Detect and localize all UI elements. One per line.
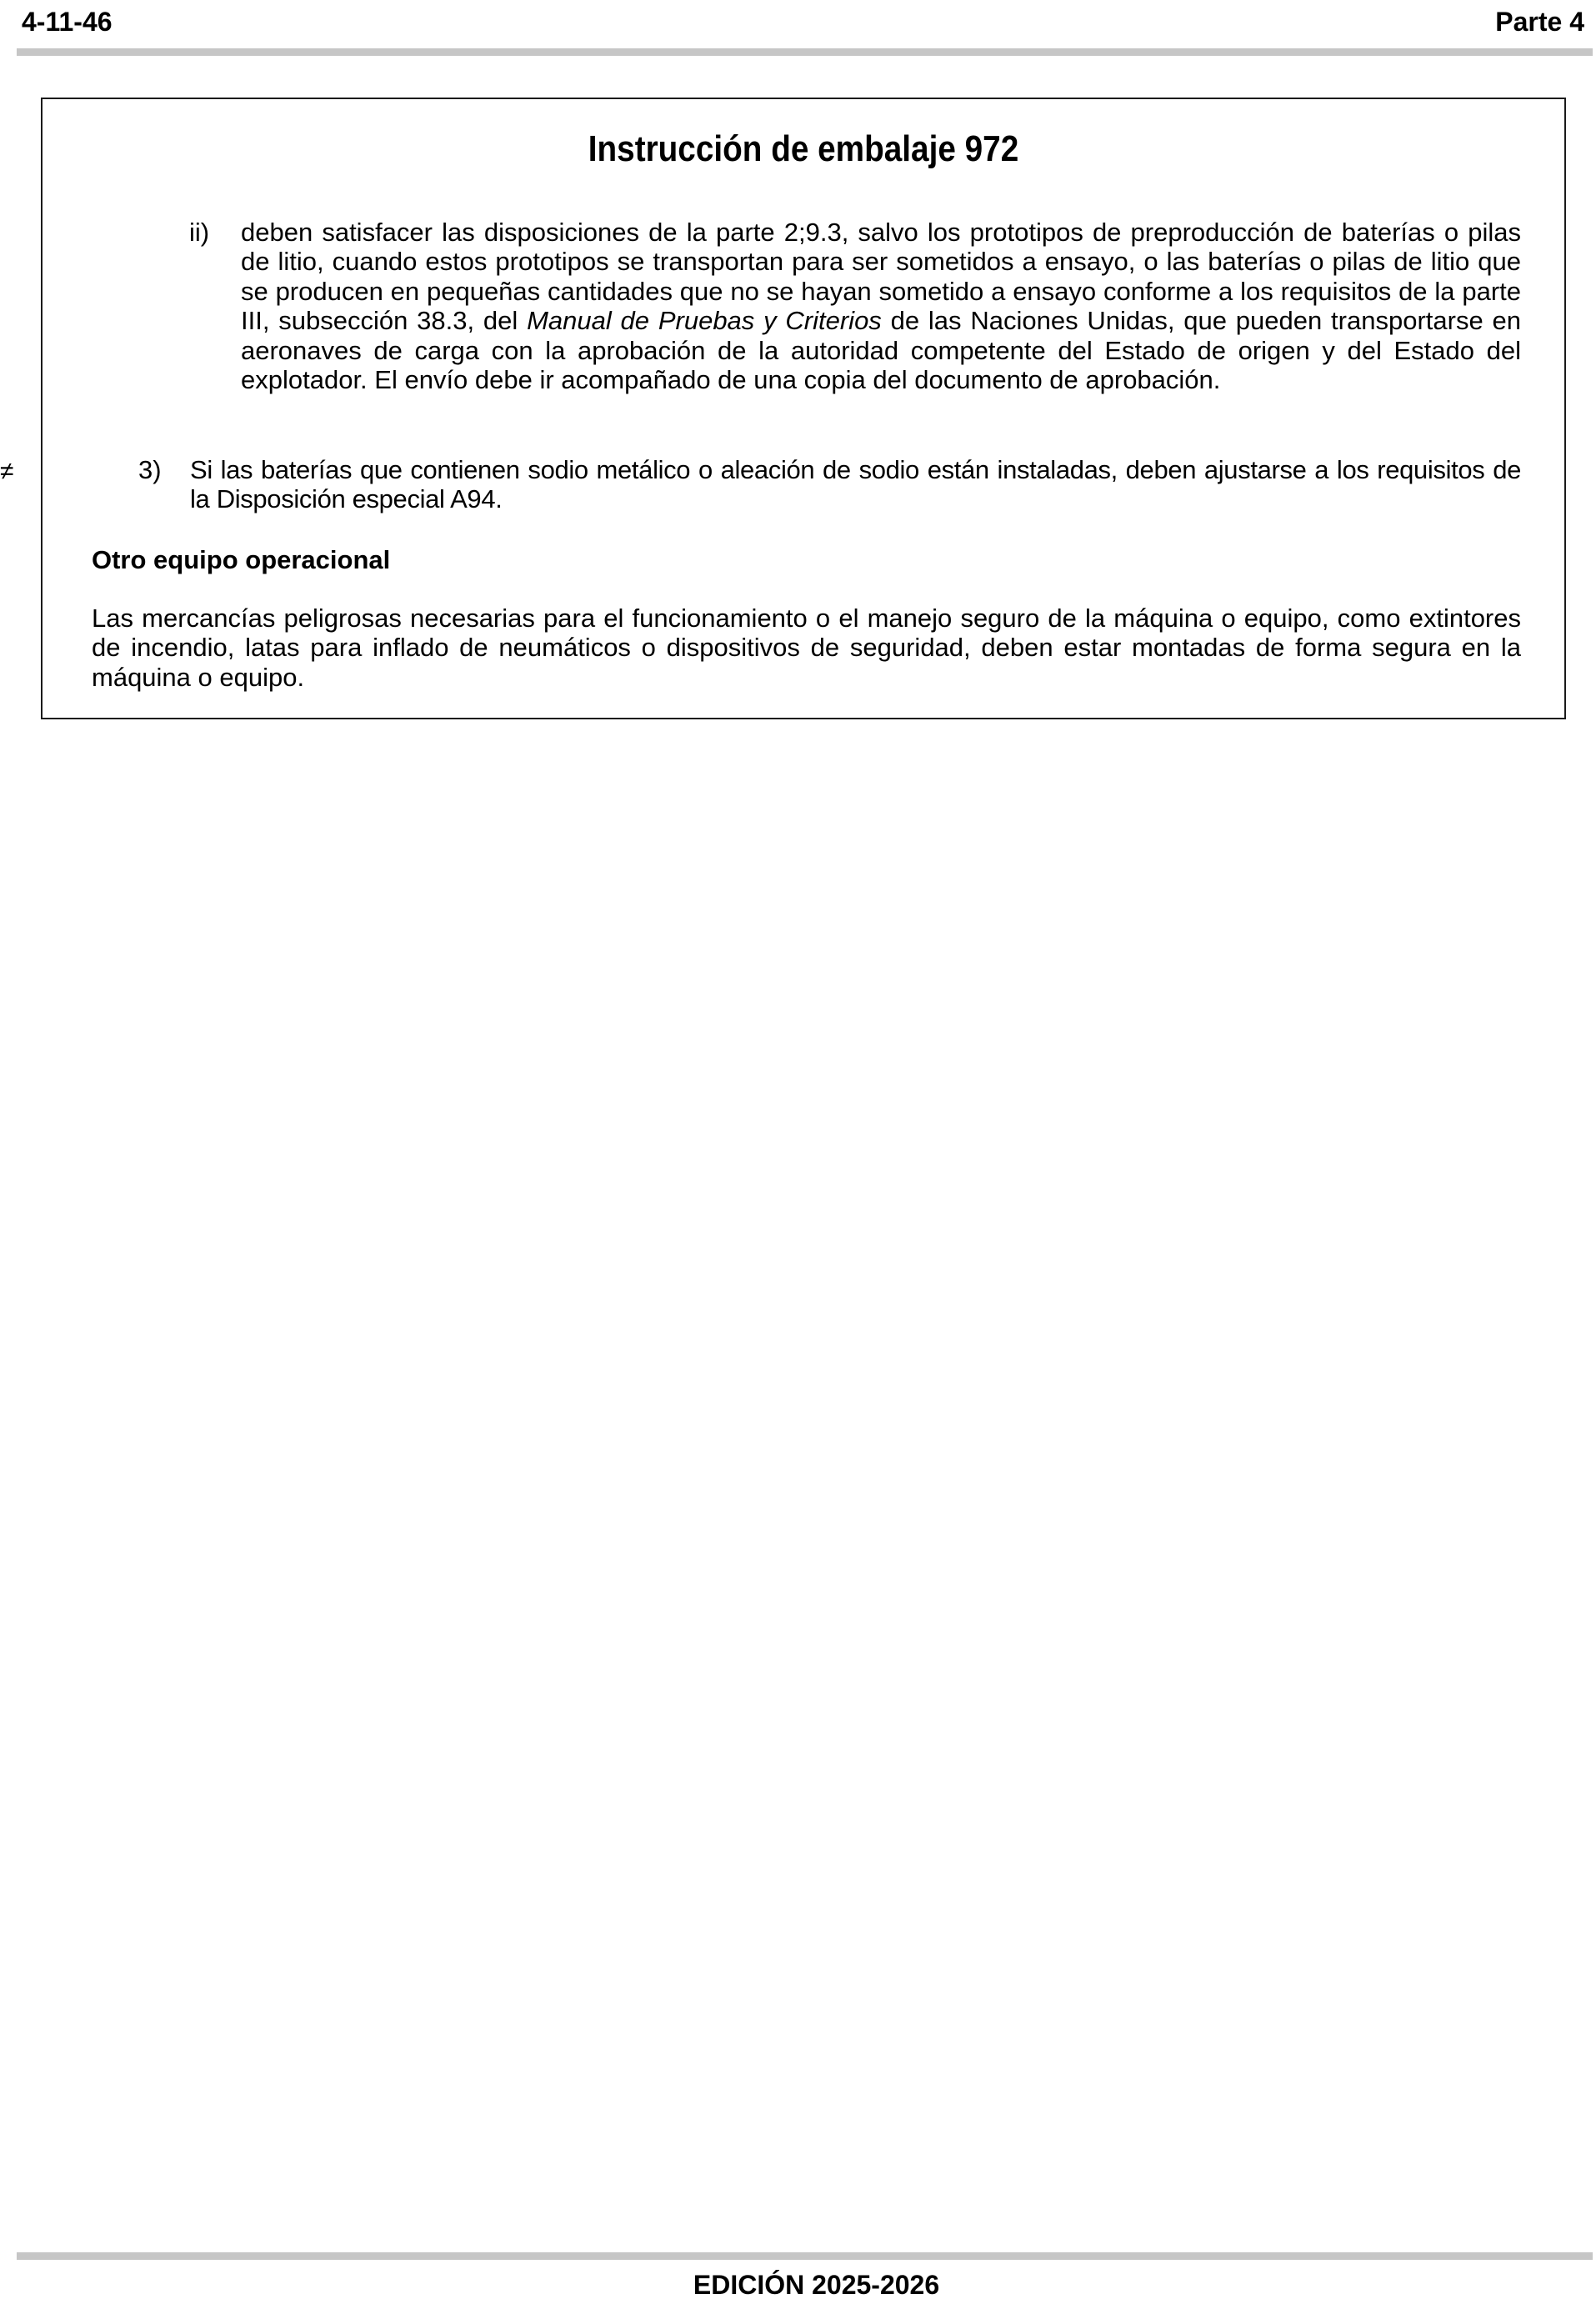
item-ii-text (241, 218, 1521, 394)
edition-footer: EDICIÓN 2025-2026 (693, 2270, 940, 2300)
packing-instruction-box (41, 98, 1566, 719)
footer-rule (17, 2252, 1593, 2260)
item-3-marker: 3) (138, 455, 162, 484)
item-ii-marker: ii) (189, 218, 210, 247)
item-3-text: Si las baterías que contienen sodio metálico o aleación de sodio están instaladas, deben ajustarse a los requisitos de la Disposición especial A94. (190, 455, 1521, 514)
page-number: 4-11-46 (22, 7, 113, 37)
box-title: Instrucción de embalaje 972 (588, 128, 1019, 169)
header-rule (17, 48, 1593, 56)
change-mark-icon: ≠ (0, 458, 14, 485)
part-label: Parte 4 (1495, 7, 1584, 37)
item-ii-text-start: deben satisfacer las disposiciones de la parte 2;9.3, salvo los prototipos de preproducción de baterías o pilas de litio, cuando estos prototipos se transportan para ser sometidos a ensayo, o las baterías o pilas de litio que se producen en pequeñas cantidades que no se hayan sometido a ensayo conforme a los requisitos de la parte III, subsección 38.3, del (241, 218, 1521, 336)
section-paragraph: Las mercancías peligrosas necesarias para el funcionamiento o el manejo seguro de la máquina o equipo, como extintores de incendio, latas para inflado de neumáticos o dispositivos de seguridad, deben estar montadas de forma segura en la máquina o equipo. (92, 604, 1521, 692)
manual-title: Manual de Pruebas y Criterios (527, 306, 882, 336)
item-ii-text-end: de las Naciones Unidas, que pueden transportarse en aeronaves de carga con la aprobación de la autoridad competente del Estado de origen y del Estado del explotador. El envío debe ir acompañado de una copia del documento de aprobación. (241, 306, 1521, 395)
section-subheading: Otro equipo operacional (92, 545, 391, 574)
